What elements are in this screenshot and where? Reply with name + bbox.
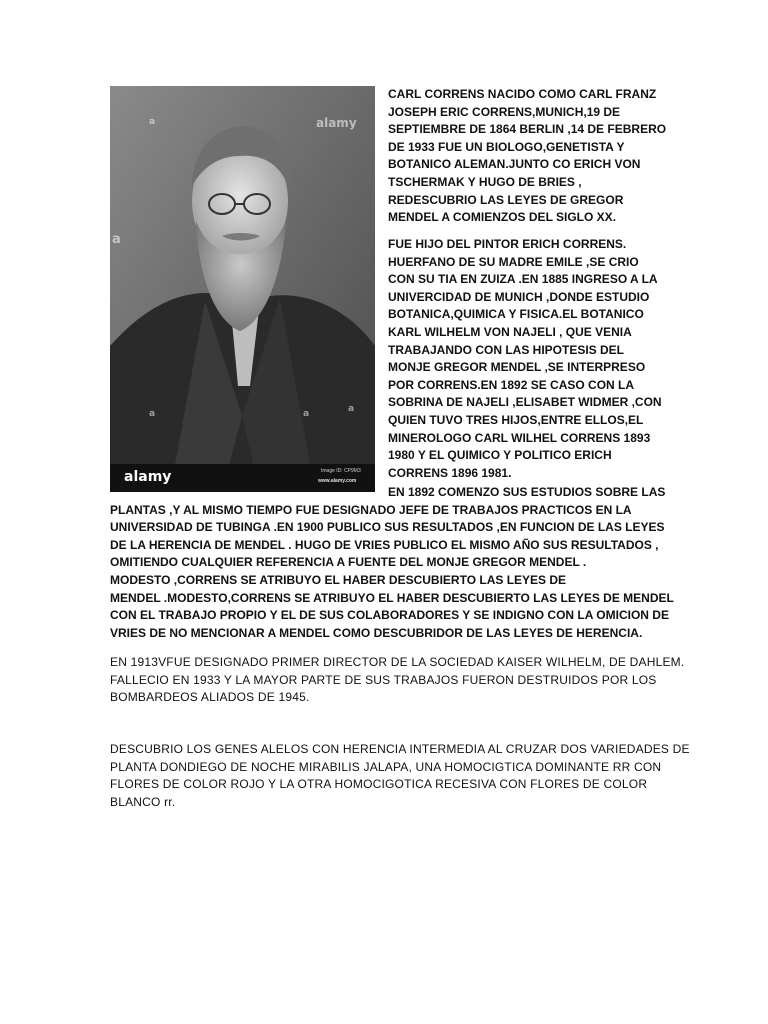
stock-website: www.alamy.com bbox=[318, 478, 357, 484]
watermark-left: a bbox=[112, 232, 121, 247]
text-line: REDESCUBRIO LAS LEYES DE GREGOR bbox=[388, 192, 624, 207]
text-line: BOTANICA,QUIMICA Y FISICA.EL BOTANICO bbox=[388, 307, 644, 322]
text-line: MENDEL .MODESTO,CORRENS SE ATRIBUYO EL HABER DESCUBIERTO LAS LEYES DE MENDEL bbox=[110, 590, 674, 605]
text-line: CARL CORRENS NACIDO COMO CARL FRANZ bbox=[388, 87, 657, 101]
text-line: SEPTIEMBRE DE 1864 BERLIN ,14 DE FEBRERO bbox=[388, 122, 667, 137]
text-line: DE 1933 FUE UN BIOLOGO,GENETISTA Y bbox=[388, 139, 625, 154]
text-line: PLANTA DONDIEGO DE NOCHE MIRABILIS JALAPA, UNA HOMOCIGTICA DOMINANTE RR CON bbox=[110, 759, 662, 774]
text-line: EN 1892 COMENZO SUS ESTUDIOS SOBRE LAS bbox=[388, 485, 666, 499]
text-line: BOMBARDEOS ALIADOS DE 1945. bbox=[110, 690, 310, 705]
text-line: VRIES DE NO MENCIONAR A MENDEL COMO DESCUBRIDOR DE LAS LEYES DE HERENCIA. bbox=[110, 625, 643, 640]
text-line: EN 1913VFUE DESIGNADO PRIMER DIRECTOR DE LA SOCIEDAD KAISER WILHELM, DE DAHLEM. bbox=[110, 655, 685, 669]
watermark-mark: a bbox=[348, 404, 355, 414]
text-line: DE LA HERENCIA DE MENDEL . HUGO DE VRIES PUBLICO EL MISMO AÑO SUS RESULTADOS , bbox=[110, 537, 659, 552]
text-line: TSCHERMAK Y HUGO DE BRIES , bbox=[388, 174, 582, 189]
text-line: OMITIENDO CUALQUIER REFERENCIA A FUENTE DEL MONJE GREGOR MENDEL . bbox=[110, 555, 587, 570]
watermark-mark: a bbox=[149, 409, 156, 419]
text-line: CON SU TIA EN ZUIZA .EN 1885 INGRESO A LA bbox=[388, 272, 658, 287]
paragraph-biography bbox=[388, 236, 662, 482]
text-line: POR CORRENS.EN 1892 SE CASO CON LA bbox=[388, 377, 635, 392]
text-line: CON EL TRABAJO PROPIO Y EL DE SUS COLABORADORES Y SE INDIGNO CON LA OMICION DE bbox=[110, 608, 669, 623]
text-line: TRABAJANDO CON LAS HIPOTESIS DEL bbox=[388, 342, 625, 357]
text-line: PLANTAS ,Y AL MISMO TIEMPO FUE DESIGNADO JEFE DE TRABAJOS PRACTICOS EN LA bbox=[110, 502, 632, 517]
text-line: JOSEPH ERIC CORRENS,MUNICH,19 DE bbox=[388, 104, 621, 119]
text-line: DESCUBRIO LOS GENES ALELOS CON HERENCIA INTERMEDIA AL CRUZAR DOS VARIEDADES DE bbox=[110, 742, 690, 756]
text-line: CORRENS 1896 1981. bbox=[388, 465, 512, 480]
watermark-mark: a bbox=[303, 409, 310, 419]
text-line: KARL WILHELM VON NAJELI , QUE VENIA bbox=[388, 324, 632, 339]
paragraph-studies bbox=[110, 484, 674, 642]
paragraph-director bbox=[110, 654, 684, 707]
text-line: BOTANICO ALEMAN.JUNTO CO ERICH VON bbox=[388, 157, 641, 172]
watermark-top: alamy bbox=[316, 116, 357, 130]
text-line: MONJE GREGOR MENDEL ,SE INTERPRESO bbox=[388, 360, 646, 375]
portrait-image bbox=[110, 86, 375, 492]
text-line: QUIEN TUVO TRES HIJOS,ENTRE ELLOS,EL bbox=[388, 412, 644, 427]
text-line: SOBRINA DE NAJELI ,ELISABET WIDMER ,CON bbox=[388, 395, 662, 410]
text-line: HUERFANO DE SU MADRE EMILE ,SE CRIO bbox=[388, 254, 639, 269]
text-line: FALLECIO EN 1933 Y LA MAYOR PARTE DE SUS TRABAJOS FUERON DESTRUIDOS POR LOS bbox=[110, 672, 657, 687]
text-line: FLORES DE COLOR ROJO Y LA OTRA HOMOCIGOTICA RECESIVA CON FLORES DE COLOR bbox=[110, 777, 648, 792]
text-line: BLANCO rr. bbox=[110, 794, 176, 809]
portrait-photo bbox=[110, 86, 375, 492]
text-line: UNIVERCIDAD DE MUNICH ,DONDE ESTUDIO bbox=[388, 289, 650, 304]
text-line: MODESTO ,CORRENS SE ATRIBUYO EL HABER DESCUBIERTO LAS LEYES DE bbox=[110, 572, 567, 587]
stock-logo: alamy bbox=[124, 469, 172, 485]
paragraph-discovery bbox=[110, 741, 690, 811]
image-id: Image ID: CP9M3 bbox=[321, 468, 361, 474]
text-line: UNIVERSIDAD DE TUBINGA .EN 1900 PUBLICO SUS RESULTADOS ,EN FUNCION DE LAS LEYES bbox=[110, 520, 665, 535]
paragraph-intro bbox=[388, 86, 666, 227]
text-line: FUE HIJO DEL PINTOR ERICH CORRENS. bbox=[388, 237, 627, 251]
text-line: MINEROLOGO CARL WILHEL CORRENS 1893 bbox=[388, 430, 651, 445]
text-line: 1980 Y EL QUIMICO Y POLITICO ERICH bbox=[388, 448, 612, 463]
watermark-mark: a bbox=[149, 117, 156, 127]
text-line: MENDEL A COMIENZOS DEL SIGLO XX. bbox=[388, 210, 617, 225]
